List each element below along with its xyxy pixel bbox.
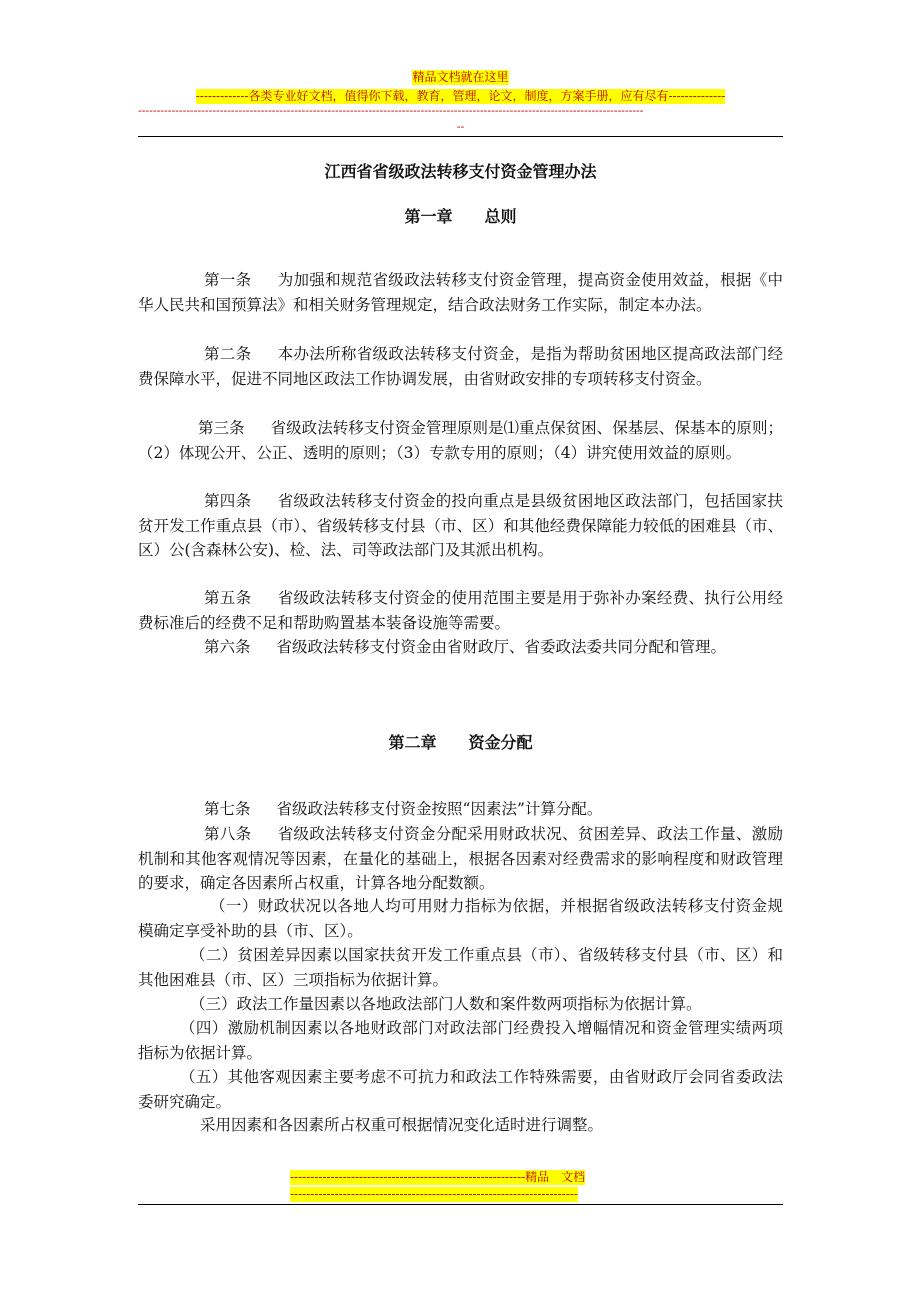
article-8 — [138, 822, 783, 896]
article-1-text: 为加强和规范省级政法转移支付资金管理，提高资金使用效益，根据《中华人民共和国预算法》和相关财务管理规定，结合政法财务工作实际，制定本办法。 — [138, 271, 783, 314]
factor-1: （一）财政状况以各地人均可用财力指标为依据，并根据省级政法转移支付资金规模确定享受补助的县（市、区）。 — [138, 897, 783, 940]
factor-5: （五）其他客观因素主要考虑不可抗力和政法工作特殊需要，由省财政厅会同省委政法委研究确定。 — [138, 1068, 783, 1111]
header-dash-line: ---------------------------------------------------------------------------------------------------------------------------------------- — [138, 105, 644, 117]
article-5-number: 第五条 — [204, 589, 252, 607]
article-6-text: 省级政法转移支付资金由省财政厅、省委政法委共同分配和管理。 — [276, 638, 727, 656]
article-7 — [138, 797, 783, 822]
article-3 — [138, 416, 783, 465]
chapter-2-number: 第二章 — [388, 733, 437, 752]
article-8-number: 第八条 — [204, 825, 252, 843]
article-4-number: 第四条 — [204, 492, 252, 510]
article-6-number: 第六条 — [204, 638, 251, 656]
article-6 — [138, 635, 783, 660]
header-rule — [138, 136, 783, 137]
article-4-text: 省级政法转移支付资金的投向重点是县级贫困地区政法部门，包括国家扶贫开发工作重点县（市）、省级转移支付县（市、区）和其他经费保障能力较低的困难县（市、区）公(含森林公安)、检、法、司等政法部门及其派出机构。 — [138, 492, 783, 559]
article-7-text: 省级政法转移支付资金按照“因素法”计算分配。 — [276, 800, 603, 818]
factor-4: （四）激励机制因素以各地财政部门对政法部门经费投入增幅情况和资金管理实绩两项指标为依据计算。 — [138, 1019, 783, 1062]
header-title-highlight: 精品文档就在这里 — [412, 70, 509, 84]
article-4 — [138, 489, 783, 563]
chapter-2-heading — [138, 730, 783, 753]
factor-3: （三）政法工作量因素以各地政法部门人数和案件数两项指标为依据计算。 — [190, 995, 702, 1013]
closing-paragraph: 采用因素和各因素所占权重可根据情况变化适时进行调整。 — [200, 1116, 604, 1134]
header-line-2 — [138, 85, 783, 104]
footer-line-1 — [290, 1170, 630, 1185]
footer-rule — [138, 1204, 783, 1205]
footer-dash-highlight: ----------------------------------------------------------------------- — [290, 1187, 578, 1201]
article-1-number: 第一条 — [204, 271, 252, 289]
article-2-number: 第二条 — [204, 345, 252, 363]
article-5 — [138, 586, 783, 635]
article-3-number: 第三条 — [198, 419, 245, 437]
chapter-1-name: 总则 — [484, 207, 517, 226]
chapter-1-heading — [138, 204, 783, 227]
article-1 — [138, 268, 783, 317]
header-slogan-highlight: -------------各类专业好文档，值得你下载，教育，管理，论文，制度，方案手册，应有尽有-------------- — [195, 89, 726, 103]
article-2-text: 本办法所称省级政法转移支付资金，是指为帮助贫困地区提高政法部门经费保障水平，促进不同地区政法工作协调发展，由省财政安排的专项转移支付资金。 — [138, 345, 783, 388]
footer-line-2 — [290, 1187, 630, 1202]
chapter-1-number: 第一章 — [404, 207, 453, 226]
document-title: 江西省省级政法转移支付资金管理办法 — [324, 162, 597, 181]
header-line-1 — [138, 66, 783, 85]
article-3-text: 省级政法转移支付资金管理原则是⑴重点保贫困、保基层、保基本的原则；（2）体现公开、公正、透明的原则；（3）专款专用的原则；（4）讲究使用效益的原则。 — [138, 419, 783, 462]
footer-label-highlight: ----------------------------------------------------------精品 文档 — [290, 1170, 586, 1184]
article-2 — [138, 342, 783, 391]
factor-2: （二）贫困差异因素以国家扶贫开发工作重点县（市）、省级转移支付县（市、区）和其他困难县（市、区）三项指标为依据计算。 — [138, 946, 783, 989]
chapter-2-name: 资金分配 — [468, 733, 533, 752]
article-7-number: 第七条 — [204, 800, 251, 818]
article-5-text: 省级政法转移支付资金的使用范围主要是用于弥补办案经费、执行公用经费标准后的经费不足和帮助购置基本装备设施等需要。 — [138, 589, 783, 632]
article-8-text: 省级政法转移支付资金分配采用财政状况、贫困差异、政法工作量、激励机制和其他客观情况等因素，在量化的基础上，根据各因素对经费需求的影响程度和财政管理的要求，确定各因素所占权重，计算各地分配数额。 — [138, 825, 783, 892]
header-dash-tail: -- — [456, 121, 465, 133]
